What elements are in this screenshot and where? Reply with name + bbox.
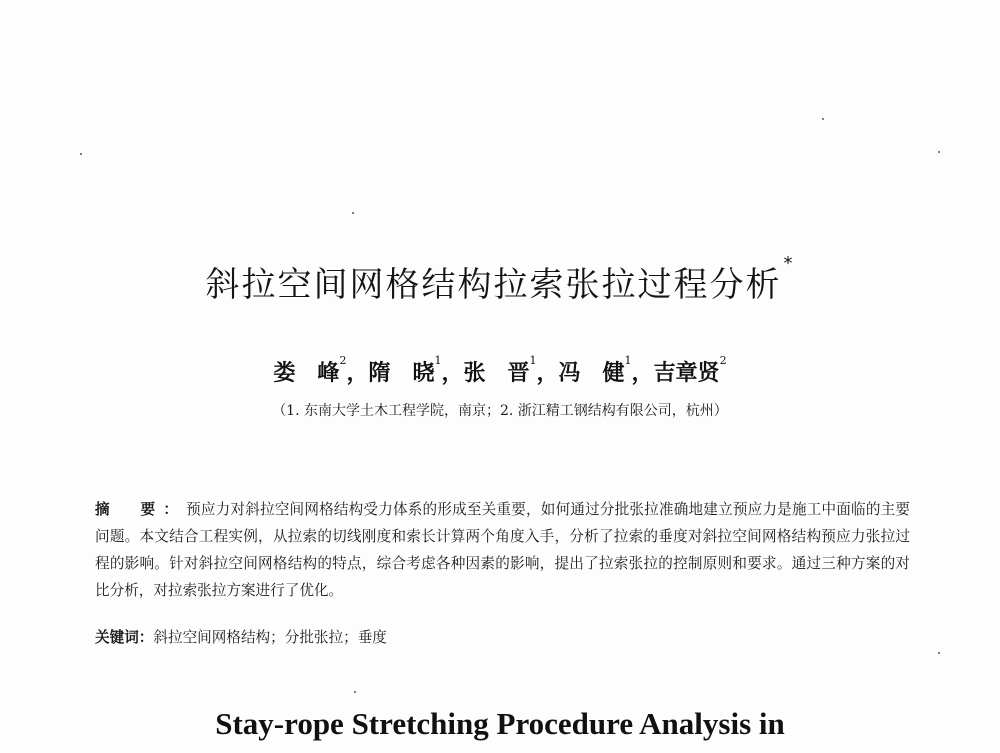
author-separator: ， xyxy=(441,360,464,386)
abstract-label: 摘 要： xyxy=(95,501,187,518)
title-footnote-mark: * xyxy=(783,253,795,274)
author-affiliation-mark: 1 xyxy=(624,354,632,367)
author-list xyxy=(0,356,1000,387)
scan-speck xyxy=(822,118,824,120)
scan-speck xyxy=(938,151,940,153)
title-text: 斜拉空间网格结构拉索张拉过程分析 xyxy=(205,265,782,305)
author-separator: ， xyxy=(346,360,369,386)
scan-speck xyxy=(80,153,82,155)
author-separator: ， xyxy=(536,360,559,386)
scan-speck xyxy=(354,691,356,693)
paper-title xyxy=(0,253,1000,306)
author-name: 吉章贤 xyxy=(653,360,720,386)
author-affiliation-mark: 2 xyxy=(719,354,727,367)
affiliations: （1. 东南大学土木工程学院，南京；2. 浙江精工钢结构有限公司，杭州） xyxy=(272,403,728,419)
scan-speck xyxy=(352,212,354,214)
abstract-text: 预应力对斜拉空间网格结构受力体系的形成至关重要，如何通过分批张拉准确地建立预应力是施工中面临的主要问题。本文结合工程实例，从拉索的切线刚度和索长计算两个角度入手，分析了拉索的垂度对斜拉空间网格结构预应力张拉过程的影响。针对斜拉空间网格结构的特点，综合考虑各种因素的影响，提出了拉索张拉的控制原则和要求。通过三种方案的对比分析，对拉索张拉方案进行了优化。 xyxy=(95,501,910,599)
author-affiliation-mark: 1 xyxy=(434,354,442,367)
keywords xyxy=(95,626,910,647)
abstract xyxy=(95,496,910,604)
author-affiliation-mark: 2 xyxy=(339,354,347,367)
author-name: 隋 晓 xyxy=(368,360,435,386)
scan-speck xyxy=(938,652,940,654)
keywords-label: 关键词： xyxy=(95,629,154,646)
author-affiliation-mark: 1 xyxy=(529,354,537,367)
keywords-text: 斜拉空间网格结构；分批张拉；垂度 xyxy=(153,629,387,646)
author-name: 娄 峰 xyxy=(273,360,340,386)
author-separator: ， xyxy=(631,360,654,386)
author-name: 冯 健 xyxy=(558,360,625,386)
author-name: 张 晋 xyxy=(463,360,530,386)
english-title: Stay-rope Stretching Procedure Analysis in xyxy=(215,706,785,741)
